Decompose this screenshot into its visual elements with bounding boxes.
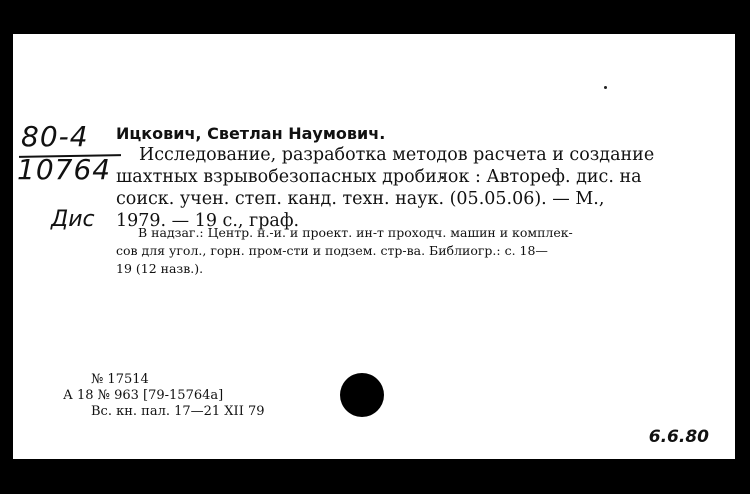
stamp-date: 6.6.80 (648, 427, 709, 447)
title-line: Исследование, разработка методов расчета и создание (139, 145, 655, 165)
shelfmark-sigla: Дис (51, 207, 95, 232)
bibliographic-note (116, 224, 691, 278)
punch-hole (340, 373, 384, 417)
author-heading: Ицкович, Светлан Наумович. (116, 124, 386, 143)
speck (604, 86, 607, 89)
registry-line: А 18 № 963 [79-15764а] (63, 388, 224, 403)
note-line: сов для угол., горн. пром-сти и подзем. стр-ва. Библиогр.: с. 18— (116, 243, 548, 258)
acquisition-number: № 17514 (91, 372, 149, 387)
shelfmark-number: 10764 (17, 153, 112, 186)
registry-line-2: Вс. кн. пал. 17—21 XII 79 (91, 404, 265, 419)
note-line: 19 (12 назв.). (116, 261, 204, 276)
title-line: соиск. учен. степ. канд. техн. наук. (05.05.06). — М., (116, 189, 605, 209)
title-line: 1979. — 19 с., граф. (116, 211, 300, 231)
catalog-card (13, 34, 735, 459)
note-line: В надзаг.: Центр. н.-и. и проект. ин-т проходч. машин и комплек- (138, 225, 573, 240)
shelfmark-code: 80-4 (21, 120, 89, 153)
title-line: шахтных взрывобезопасных дробилок : Автореф. дис. на (116, 167, 642, 187)
